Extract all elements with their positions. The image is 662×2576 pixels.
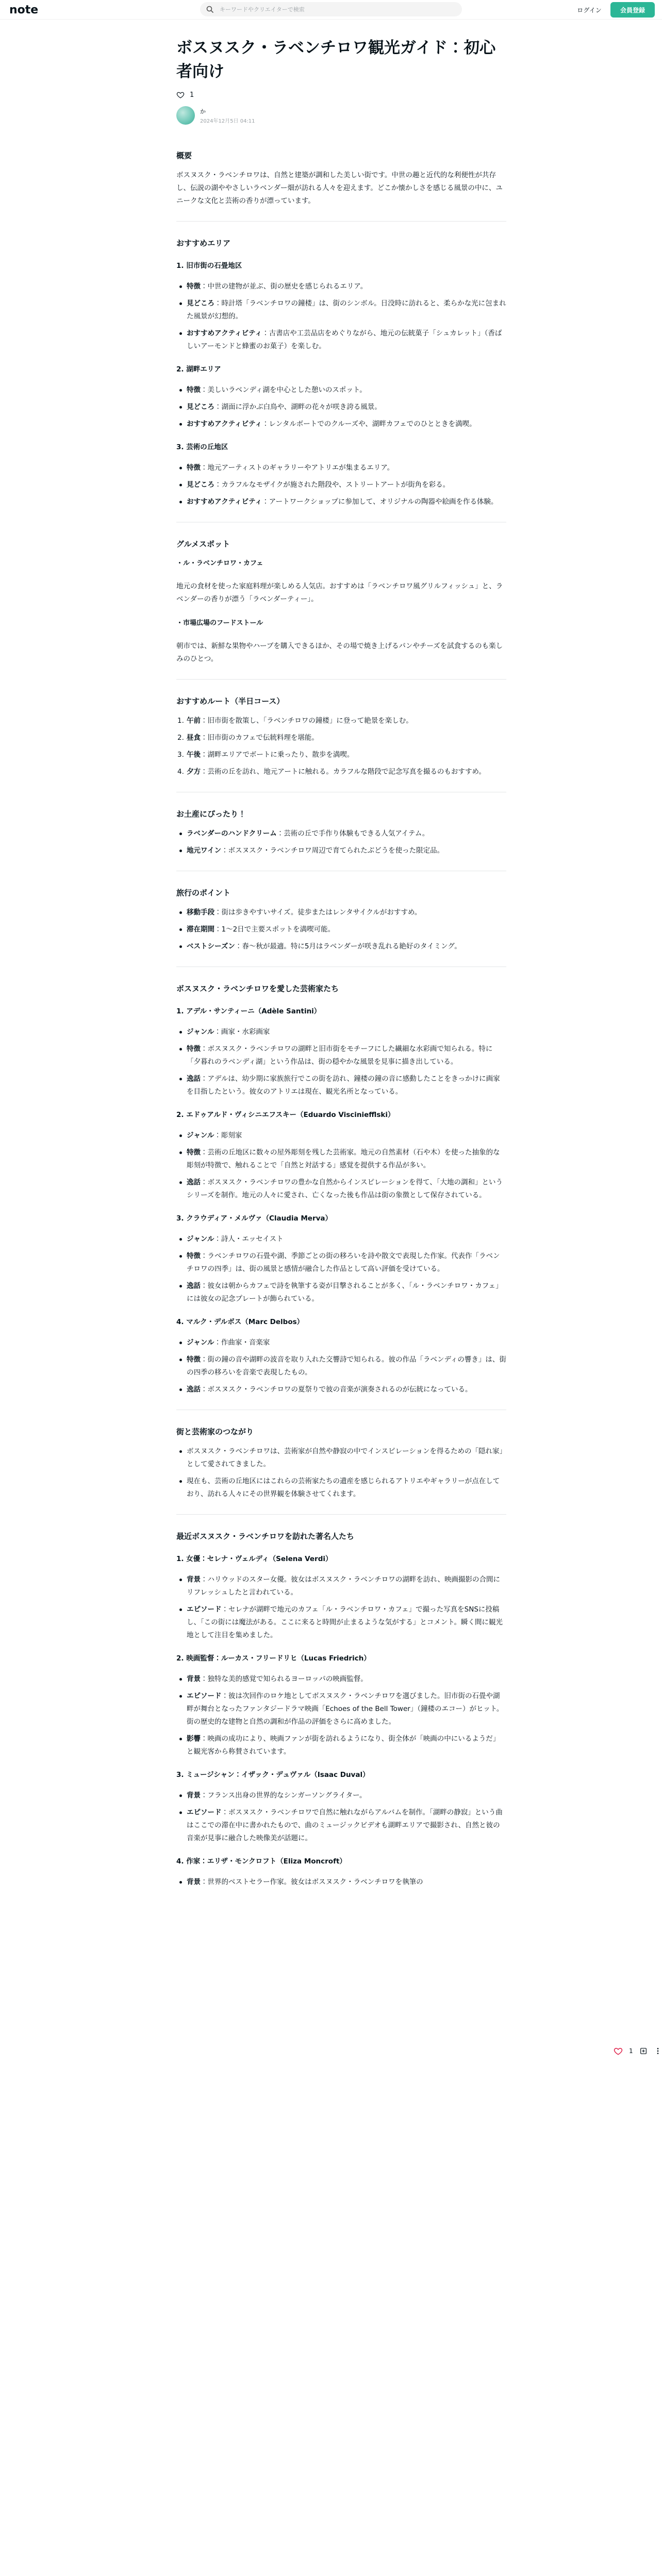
point-label: ジャンル — [187, 1028, 214, 1036]
floating-like-count: 1 — [629, 2047, 633, 2055]
area-points — [176, 280, 506, 353]
artist-points — [176, 1233, 506, 1306]
point-text: ：春〜秋が最適。特に5月はラベンダーが咲き乱れる絶好のタイミング。 — [235, 942, 461, 951]
celeb-points — [176, 1789, 506, 1845]
divider — [176, 679, 506, 680]
list-item — [176, 1026, 506, 1039]
gourmet-spot-title: ・ル・ラベンチロワ・カフェ — [176, 560, 263, 567]
like-count: 1 — [190, 91, 194, 99]
point-text: ：彼女は朝からカフェで詩を執筆する姿が目撃されることが多く、「ル・ラベンチロワ・カフェ」には彼女の記念プレートが飾られている。 — [187, 1282, 503, 1303]
point-text: ：地元アーティストのギャラリーやアトリエが集まるエリア。 — [201, 464, 394, 472]
route-step-label: 昼食 — [187, 734, 201, 742]
section-heading-gourmet: グルメスポット — [176, 539, 230, 549]
point-label: 特徴 — [187, 282, 201, 291]
point-text: ：フランス出身の世界的なシンガーソングライター。 — [201, 1791, 367, 1800]
artist-title: 1. アデル・サンティーニ（Adèle Santini） — [176, 1007, 321, 1015]
divider — [176, 221, 506, 222]
point-text: ：街の鐘の音や湖畔の波音を取り入れた交響詩で知られる。彼の作品「ラベンディの響き」は、街の四季の移ろいを音楽で表現したもの。 — [187, 1355, 506, 1377]
artist-points — [176, 1026, 506, 1098]
point-text: ：時計塔「ラベンチロワの鐘楼」は、街のシンボル。日没時に訪れると、柔らかな光に包まれた風景が幻想的。 — [187, 299, 506, 320]
list-item — [176, 1146, 506, 1172]
route-step-text: ：旧市街のカフェで伝統料理を堪能。 — [201, 734, 319, 742]
list-item — [176, 1280, 506, 1306]
route-step — [176, 749, 506, 761]
point-label: 特徴 — [187, 386, 201, 394]
celeb-points — [176, 1876, 506, 1889]
gourmet-spot-title: ・市場広場のフードストール — [176, 619, 263, 627]
point-label: エピソード — [187, 1692, 222, 1700]
point-label: 滞在期間 — [187, 925, 214, 934]
overview-text: ボスヌスク・ラベンチロワは、自然と建築が調和した美しい街です。中世の趣と近代的な利便性が共存し、伝説の湖ややさしいラベンダー畑が訪れる人々を迎えます。どこか懐かしさを感じる風景の中に、ユニークな文化と芸術の香りが漂っています。 — [176, 171, 503, 205]
heart-icon[interactable] — [614, 2046, 623, 2056]
divider — [176, 1514, 506, 1515]
point-text: ：画家・水彩画家 — [214, 1028, 270, 1036]
area-points — [176, 384, 506, 431]
route-step-label: 午前 — [187, 717, 201, 725]
post-date: 2024年12月5日 04:11 — [200, 118, 255, 124]
artists-list — [176, 1005, 506, 1396]
point-label: 影響 — [187, 1735, 201, 1743]
avatar[interactable] — [176, 106, 195, 125]
point-label: おすすめアクティビティ — [187, 498, 262, 506]
login-button[interactable]: ログイン — [577, 6, 602, 14]
point-text: ：アートワークショップに参加して、オリジナルの陶器や絵画を作る体験。 — [262, 498, 498, 506]
search-box[interactable] — [200, 2, 462, 16]
section-heading-connection: 街と芸術家のつながり — [176, 1427, 254, 1436]
section-heading-celebs: 最近ボスヌスク・ラベンチロワを訪れた著名人たち — [176, 1532, 355, 1541]
areas-list — [176, 260, 506, 509]
route-step-label: 午後 — [187, 751, 201, 759]
gourmet-spot-text: 地元の食材を使った家庭料理が楽しめる人気店。おすすめは「ラベンチロワ風グリルフィッシュ」と、ラベンダーの香りが漂う「ラベンダーティー」。 — [176, 582, 503, 603]
point-text: ：彼は次回作のロケ地としてボスヌスク・ラベンチロワを選びました。旧市街の石畳や湖畔が舞台となったファンタジードラマ映画「Echoes of the Bell Tower」（鐘楼のエコー）がヒット。街の歴史的な建物と自然の調和が作品の評価をさらに高めました。 — [187, 1692, 504, 1726]
gourmet-list — [176, 557, 506, 666]
article-body — [176, 149, 506, 1889]
point-text: ：ボスヌスク・ラベンチロワの夏祭りで彼の音楽が演奏されるのが伝統になっている。 — [201, 1385, 472, 1394]
point-label: 背景 — [187, 1675, 201, 1683]
point-text: ：1〜2日で主要スポットを満喫可能。 — [214, 925, 335, 934]
point-label: ジャンル — [187, 1338, 214, 1347]
route-step-label: 夕方 — [187, 768, 201, 776]
list-item — [176, 1789, 506, 1802]
point-label: 特徴 — [187, 1045, 201, 1053]
point-label: ベストシーズン — [187, 942, 235, 951]
celeb-title: 4. 作家：エリザ・モンクロフト（Eliza Moncroft） — [176, 1857, 346, 1866]
point-label: 見どころ — [187, 481, 214, 489]
artist-points — [176, 1129, 506, 1202]
list-item — [176, 1233, 506, 1246]
route-step — [176, 732, 506, 744]
route-step-number: 1. — [177, 717, 184, 725]
area-title: 2. 湖畔エリア — [176, 365, 221, 374]
point-text: ：作曲家・音楽家 — [214, 1338, 270, 1347]
list-item — [176, 1129, 506, 1142]
route-step-number: 3. — [177, 751, 184, 759]
list-item — [176, 1250, 506, 1276]
point-text: ：セレナが湖畔で地元のカフェ「ル・ラベンチロワ・カフェ」で撮った写真をSNSに投稿し、「この街には魔法がある。ここに来ると時間が止まるような気がする」とコメント。瞬く間に観光地として注目を集めました。 — [187, 1605, 503, 1639]
section-heading-overview: 概要 — [176, 151, 192, 160]
list-item — [176, 384, 506, 397]
point-text: ：アデルは、幼少期に家族旅行でこの街を訪れ、鐘楼の鐘の音に感動したことをきっかけに画家を目指したという。彼女のアトリエは現在、観光名所となっている。 — [187, 1075, 500, 1096]
point-text: ：古書店や工芸品店をめぐりながら、地元の伝統菓子「シュカレット」（香ばしいアーモンドと蜂蜜のお菓子）を楽しむ。 — [187, 329, 502, 350]
point-label: 地元ワイン — [187, 846, 222, 855]
point-label: ジャンル — [187, 1235, 214, 1243]
list-item — [176, 1336, 506, 1349]
list-item — [176, 1383, 506, 1396]
artist-title: 4. マルク・デルボス（Marc Delbos） — [176, 1318, 304, 1326]
list-item — [176, 280, 506, 293]
list-item — [176, 1690, 506, 1728]
section-heading-route: おすすめルート（半日コース） — [176, 697, 285, 706]
point-text: ：ボスヌスク・ラベンチロワの湖畔と旧市街をモチーフにした繊細な水彩画で知られる。特に「夕暮れのラベンディ湖」という作品は、街の穏やかな風景を見事に描き出している。 — [187, 1045, 493, 1066]
search-icon — [206, 6, 213, 13]
celeb-title: 3. ミュージシャン：イザック・デュヴァル（Isaac Duval） — [176, 1771, 370, 1779]
point-label: 特徴 — [187, 1252, 201, 1260]
list-item — [176, 1806, 506, 1845]
share-icon[interactable] — [639, 2047, 648, 2055]
route-step-text: ：旧市街を散策し、「ラベンチロワの鐘楼」に登って絶景を楽しむ。 — [201, 717, 413, 725]
note-logo[interactable] — [8, 3, 65, 17]
point-text: ：街は歩きやすいサイズ。徒歩またはレンタサイクルがおすすめ。 — [214, 908, 422, 917]
list-item — [176, 906, 506, 919]
search-placeholder: キーワードやクリエイターで検索 — [220, 6, 305, 13]
more-icon[interactable] — [654, 2047, 662, 2055]
area-title: 1. 旧市街の石畳地区 — [176, 262, 242, 270]
point-label: ラベンダーのハンドクリーム — [187, 829, 277, 838]
list-item — [176, 1073, 506, 1098]
route-list — [176, 715, 506, 778]
point-label: ジャンル — [187, 1131, 214, 1140]
point-text: ：芸術の丘で手作り体験もできる人気アイテム。 — [276, 829, 429, 838]
celeb-points — [176, 1673, 506, 1758]
route-step-text: ：芸術の丘を訪れ、地元アートに触れる。カラフルな階段で記念写真を撮るのもおすすめ。 — [201, 768, 486, 776]
article — [176, 36, 506, 1898]
point-text: ：世界的ベストセラー作家。彼女はボスヌスク・ラベンチロワを執筆の — [201, 1878, 423, 1886]
signup-button[interactable]: 会員登録 — [610, 2, 655, 18]
list-item — [176, 940, 506, 953]
logo-text: note — [9, 4, 39, 16]
celeb-title: 1. 女優：セレナ・ヴェルディ（Selena Verdi） — [176, 1555, 333, 1563]
list-item — [176, 1603, 506, 1642]
author-info — [176, 106, 506, 125]
author-name[interactable]: か — [200, 108, 206, 115]
point-text: ：レンタルボートでのクルーズや、湖畔カフェでのひとときを満喫。 — [262, 420, 476, 428]
list-item — [176, 1573, 506, 1599]
article-meta — [176, 91, 506, 99]
point-text: ：独特な美的感覚で知られるヨーロッパの映画監督。 — [201, 1675, 368, 1683]
list-item — [176, 327, 506, 353]
celeb-title: 2. 映画監督：ルーカス・フリードリヒ（Lucas Friedrich） — [176, 1654, 371, 1663]
point-text: ：中世の建物が並ぶ、街の歴史を感じられるエリア。 — [201, 282, 368, 291]
list-item — [176, 462, 506, 474]
route-step — [176, 715, 506, 727]
route-step-number: 2. — [177, 734, 184, 742]
route-step-number: 4. — [177, 768, 184, 776]
souvenir-list — [176, 827, 506, 857]
area-title: 3. 芸術の丘地区 — [176, 443, 228, 451]
point-label: 移動手段 — [187, 908, 214, 917]
connection-list — [176, 1445, 506, 1501]
point-text: ：映画の成功により、映画ファンが街を訪れるようになり、街全体が「映画の中にいるようだ」と観光客から称賛されています。 — [187, 1735, 500, 1756]
point-label: 特徴 — [187, 1148, 201, 1157]
artist-points — [176, 1336, 506, 1396]
point-text: ：ボスヌスク・ラベンチロワで自然に触れながらアルバムを制作。「湖畔の静寂」という曲はここでの滞在中に書かれたもので、曲のミュージックビデオも湖畔エリアで撮影され、自然と彼の音楽が見事に融合した映像美が話題に。 — [187, 1808, 503, 1842]
point-text: ：彫刻家 — [214, 1131, 242, 1140]
list-item — [176, 1176, 506, 1202]
section-heading-areas: おすすめエリア — [176, 239, 231, 248]
artist-title: 2. エドゥアルド・ヴィシニエフスキー（Eduardo Visciniefflski） — [176, 1111, 395, 1119]
point-text: ：詩人・エッセイスト — [214, 1235, 284, 1243]
list-item — [176, 1673, 506, 1686]
point-label: 逸話 — [187, 1282, 201, 1290]
point-label: 特徴 — [187, 1355, 201, 1364]
point-text: ：カラフルなモザイクが施された階段や、ストリートアートが街角を彩る。 — [214, 481, 450, 489]
point-label: 背景 — [187, 1791, 201, 1800]
floating-actions — [614, 2046, 662, 2056]
list-item — [176, 844, 506, 857]
point-label: エピソード — [187, 1808, 222, 1817]
point-text: ：ハリウッドのスター女優。彼女はボスヌスク・ラベンチロワの湖畔を訪れ、映画撮影の合間にリフレッシュしたと言われている。 — [187, 1575, 501, 1597]
celeb-points — [176, 1573, 506, 1642]
list-item — [176, 401, 506, 414]
point-label: 見どころ — [187, 299, 214, 308]
point-label: 逸話 — [187, 1385, 201, 1394]
celebs-list — [176, 1553, 506, 1889]
heart-icon[interactable] — [176, 91, 185, 99]
list-item — [176, 1353, 506, 1379]
point-text: ：ラベンチロワの石畳や湖、季節ごとの街の移ろいを詩や散文で表現した作家。代表作「ラベンチロワの四季」は、街の風景と感情が融合した作品として高い評価を受けている。 — [187, 1252, 500, 1273]
list-item — [176, 496, 506, 509]
artist-title: 3. クラウディア・メルヴァ（Claudia Merva） — [176, 1214, 333, 1223]
list-item: ボスヌスク・ラベンチロワは、芸術家が自然や静寂の中でインスピレーションを得るための「隠れ家」として愛されてきました。 — [176, 1445, 506, 1471]
list-item — [176, 1043, 506, 1069]
tips-list — [176, 906, 506, 953]
point-text: ：美しいラベンディ湖を中心とした憩いのスポット。 — [201, 386, 367, 394]
gourmet-spot-text: 朝市では、新鮮な果物やハーブを購入できるほか、その場で焼き上げるパンやチーズを試食するのも楽しみのひとつ。 — [176, 642, 503, 663]
list-item — [176, 418, 506, 431]
point-label: 見どころ — [187, 403, 214, 411]
point-label: 特徴 — [187, 464, 201, 472]
point-label: エピソード — [187, 1605, 222, 1614]
site-header — [0, 0, 662, 20]
point-label: 背景 — [187, 1575, 201, 1584]
point-text: ：ボスヌスク・ラベンチロワの豊かな自然からインスピレーションを得て、「大地の調和」というシリーズを制作。地元の人々に愛され、亡くなった後も作品は街の象徴として保存されている。 — [187, 1178, 503, 1199]
area-points — [176, 462, 506, 509]
route-step — [176, 766, 506, 778]
route-step-text: ：湖畔エリアでボートに乗ったり、散歩を満喫。 — [201, 751, 354, 759]
point-label: おすすめアクティビティ — [187, 420, 262, 428]
point-label: 逸話 — [187, 1178, 201, 1187]
point-label: 逸話 — [187, 1075, 201, 1083]
section-heading-tips: 旅行のポイント — [176, 888, 231, 897]
list-item — [176, 1733, 506, 1758]
section-heading-artists: ボスヌスク・ラベンチロワを愛した芸術家たち — [176, 984, 339, 993]
list-item — [176, 479, 506, 492]
point-text: ：湖面に浮かぶ白鳥や、湖畔の花々が咲き誇る風景。 — [214, 403, 382, 411]
point-text: ：ボスヌスク・ラベンチロワ周辺で育てられたぶどうを使った限定品。 — [221, 846, 444, 855]
list-item — [176, 923, 506, 936]
list-item — [176, 297, 506, 323]
list-item — [176, 1876, 506, 1889]
list-item — [176, 827, 506, 840]
article-title: ボスヌスク・ラベンチロワ観光ガイド：初心者向け — [176, 39, 496, 81]
point-text: ：芸術の丘地区に数々の屋外彫刻を残した芸術家。地元の自然素材（石や木）を使った抽象的な彫刻が特徴で、触れることで「自然と対話する」感覚を提供する作品が多い。 — [187, 1148, 500, 1170]
section-heading-souvenir: お土産にぴったり！ — [176, 809, 246, 819]
point-label: 背景 — [187, 1878, 201, 1886]
point-label: おすすめアクティビティ — [187, 329, 262, 337]
list-item: 現在も、芸術の丘地区にはこれらの芸術家たちの遺産を感じられるアトリエやギャラリーが点在しており、訪れる人々にその世界観を体験させてくれます。 — [176, 1475, 506, 1501]
